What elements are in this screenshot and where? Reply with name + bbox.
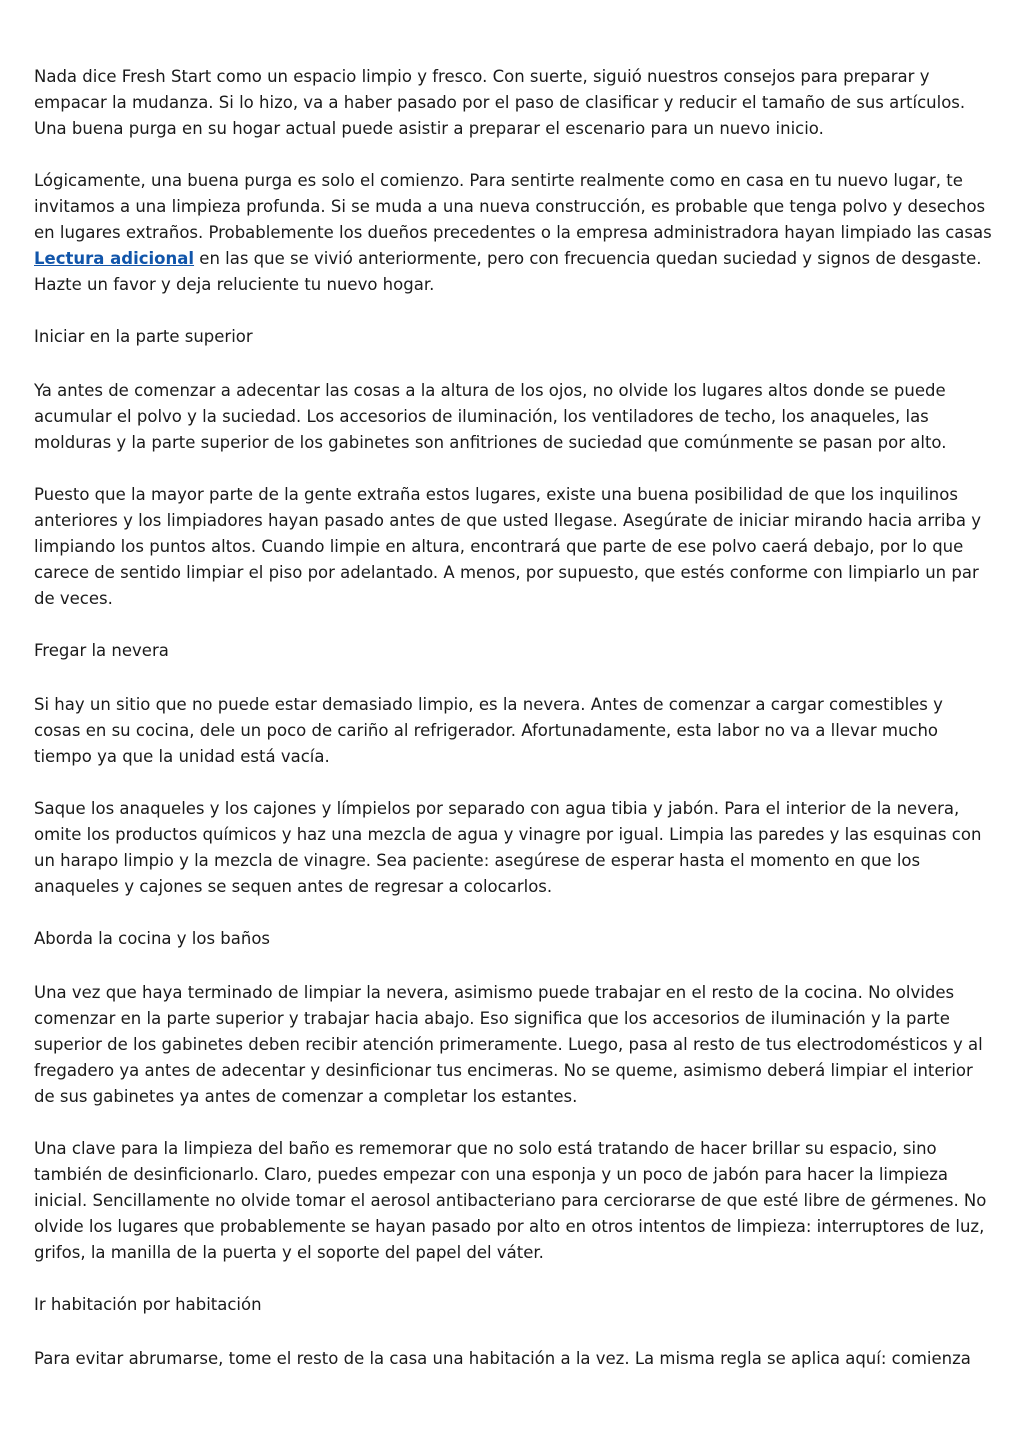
- paragraph-high-places: Ya antes de comenzar a adecentar las cosas a la altura de los ojos, no olvide los lugares altos donde se puede acumular el polvo y la suciedad. Los accesorios de iluminación, los ventiladores de techo, los anaqueles, las molduras y la parte superior de los gabinetes son anfitriones de suciedad que comúnmente se pasan por alto.: [34, 381, 947, 452]
- paragraph-fridge-shelves: Saque los anaqueles y los cajones y límpielos por separado con agua tibia y jabón. Para el interior de la nevera, omite los productos químicos y haz una mezcla de agua y vinagre por igual. Limpia las paredes y las esquinas con un harapo limpio y la mezcla de vinagre. Sea paciente: asegúrese de esperar hasta el momento en que los anaqueles y cajones se sequen antes de regresar a colocarlos.: [34, 799, 982, 896]
- further-reading-link[interactable]: Lectura adicional: [34, 249, 195, 268]
- paragraph-bathroom: Una clave para la limpieza del baño es rememorar que no solo está tratando de hacer brillar su espacio, sino también de desinficionarlo. Claro, puedes empezar con una esponja y un poco de jabón para hacer la limpieza inicial. Sencillamente no olvide tomar el aerosol antibacteriano para cerciorarse de que esté libre de gérmenes. No olvide los lugares que probablemente se hayan pasado por alto en otros intentos de limpieza: interruptores de luz, grifos, la manilla de la puerta y el soporte del papel del váter.: [34, 1139, 987, 1262]
- paragraph-fridge-intro: Si hay un sitio que no puede estar demasiado limpio, es la nevera. Antes de comenzar a cargar comestibles y cosas en su cocina, dele un poco de cariño al refrigerador. Afortunadamente, esta labor no va a llevar mucho tiempo ya que la unidad está vacía.: [34, 695, 943, 766]
- paragraph-deep-clean: [34, 168, 994, 298]
- paragraph-deep-clean-end: en las que se vivió anteriormente, pero con frecuencia quedan suciedad y signos de desgaste. Hazte un favor y deja reluciente tu nuevo hogar.: [34, 249, 982, 294]
- paragraph-deep-clean-start: Lógicamente, una buena purga es solo el comienzo. Para sentirte realmente como en casa en tu nuevo lugar, te invitamos a una limpieza profunda. Si se muda a una nueva construcción, es probable que tenga polvo y desechos en lugares extraños. Probablemente los dueños precedentes o la empresa administradora hayan limpiado las casas: [34, 171, 992, 242]
- section-heading-top: Iniciar en la parte superior: [34, 327, 253, 346]
- section-heading-kitchen-bath: Aborda la cocina y los baños: [34, 929, 271, 948]
- paragraph-intro: Nada dice Fresh Start como un espacio limpio y fresco. Con suerte, siguió nuestros consejos para preparar y empacar la mudanza. Si lo hizo, va a haber pasado por el paso de clasificar y reducir el tamaño de sus artículos. Una buena purga en su hogar actual puede asistir a preparar el escenario para un nuevo inicio.: [34, 67, 966, 138]
- section-heading-fridge: Fregar la nevera: [34, 641, 169, 660]
- paragraph-look-up: Puesto que la mayor parte de la gente extraña estos lugares, existe una buena posibilidad de que los inquilinos anteriores y los limpiadores hayan pasado antes de que usted llegase. Asegúrate de iniciar mirando hacia arriba y limpiando los puntos altos. Cuando limpie en altura, encontrará que parte de ese polvo caerá debajo, por lo que carece de sentido limpiar el piso por adelantado. A menos, por supuesto, que estés conforme con limpiarlo un par de veces.: [34, 485, 981, 608]
- document-page: [34, 64, 994, 1398]
- paragraph-rooms: Para evitar abrumarse, tome el resto de la casa una habitación a la vez. La misma regla se aplica aquí: comienza: [34, 1349, 971, 1368]
- section-heading-rooms: Ir habitación por habitación: [34, 1295, 262, 1314]
- paragraph-kitchen: Una vez que haya terminado de limpiar la nevera, asimismo puede trabajar en el resto de la cocina. No olvides comenzar en la parte superior y trabajar hacia abajo. Eso significa que los accesorios de iluminación y la parte superior de los gabinetes deben recibir atención primeramente. Luego, pasa al resto de tus electrodomésticos y al fregadero ya antes de adecentar y desinficionar tus encimeras. No se queme, asimismo deberá limpiar el interior de sus gabinetes ya antes de comenzar a completar los estantes.: [34, 983, 983, 1106]
